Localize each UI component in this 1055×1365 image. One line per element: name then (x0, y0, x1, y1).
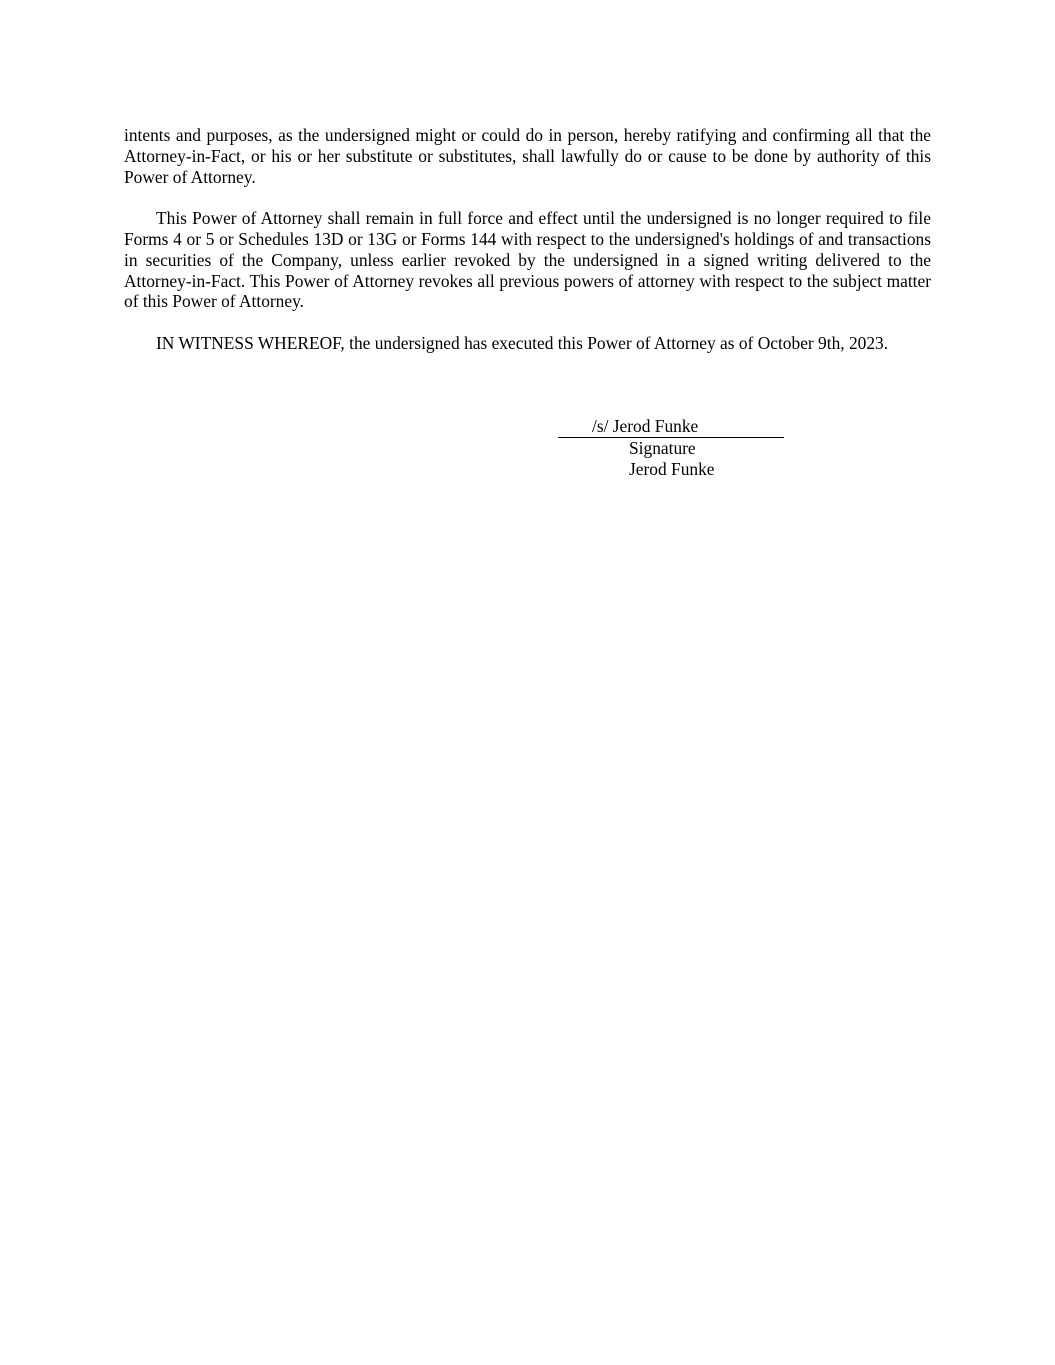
signer-name: Jerod Funke (629, 458, 715, 479)
document-body (124, 125, 931, 375)
paragraph-ratification: intents and purposes, as the undersigned might or could do in person, hereby ratifying and confirming all that the Attorney-in-Fact, or his or her substitute or substitutes, shall lawfully do or cause to be done by authority of this Power of Attorney. (124, 125, 931, 187)
paragraph-duration: This Power of Attorney shall remain in full force and effect until the undersigned is no longer required to file Forms 4 or 5 or Schedules 13D or 13G or Forms 144 with respect to the undersigned's holdings of and transactions in securities of the Company, unless earlier revoked by the undersigned in a signed writing delivered to the Attorney-in-Fact. This Power of Attorney revokes all previous powers of attorney with respect to the subject matter of this Power of Attorney. (124, 208, 931, 312)
paragraph-witness: IN WITNESS WHEREOF, the undersigned has executed this Power of Attorney as of October 9th, 2023. (156, 332, 889, 353)
signature-label: Signature (629, 437, 696, 458)
signature-block (558, 416, 784, 479)
signature-text: /s/ Jerod Funke (592, 416, 699, 436)
signature-line (558, 416, 784, 438)
